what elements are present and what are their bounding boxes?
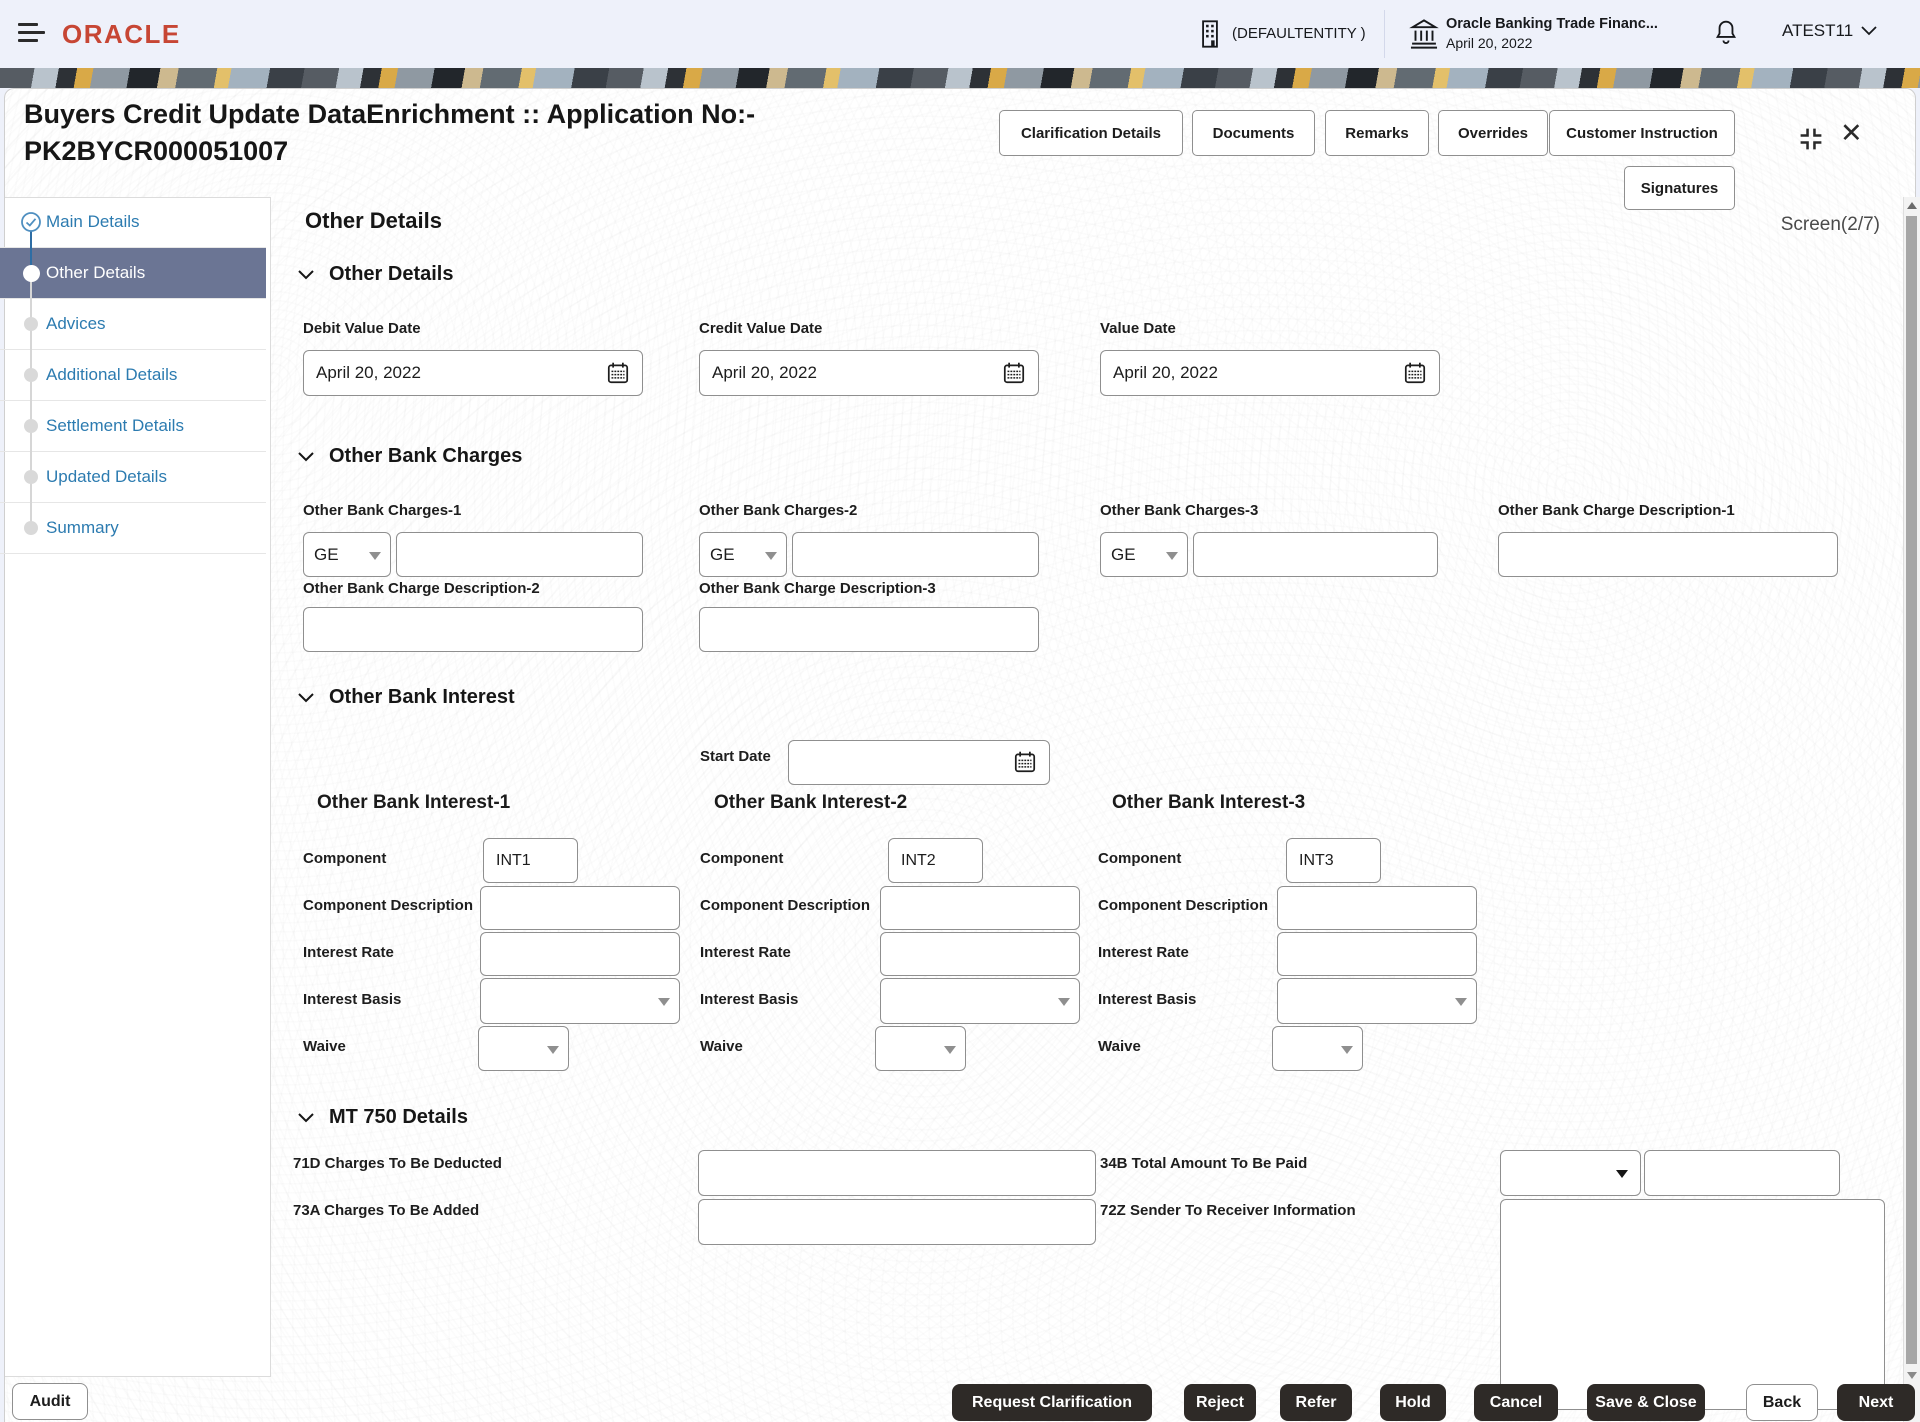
section-title: Other Bank Interest [329, 686, 515, 708]
step-active-bullet [23, 265, 40, 282]
currency-value: GE [1111, 544, 1136, 564]
interest-2-component-input[interactable] [888, 838, 983, 883]
close-window-icon[interactable]: ✕ [1840, 118, 1863, 148]
top-bar [0, 0, 1920, 68]
scrollbar-down-arrow[interactable] [1907, 1372, 1917, 1379]
calendar-icon[interactable] [1001, 360, 1027, 386]
section-other-bank-charges[interactable] [298, 445, 522, 468]
interest-rate-label: Interest Rate [1098, 944, 1189, 961]
page-title: Other Details [305, 208, 442, 233]
interest-2-heading: Other Bank Interest-2 [714, 792, 908, 813]
charge-2-amount-input[interactable] [792, 532, 1039, 577]
step-todo-bullet [24, 317, 38, 331]
interest-rate-label: Interest Rate [303, 944, 394, 961]
section-title: MT 750 Details [329, 1106, 468, 1128]
interest-3-rate-input[interactable] [1277, 932, 1477, 976]
interest-1-waive-select[interactable] [478, 1026, 569, 1071]
interest-basis-label: Interest Basis [303, 991, 402, 1008]
section-mt750-details[interactable] [298, 1106, 468, 1129]
reject-button[interactable]: Reject [1184, 1384, 1256, 1421]
cancel-button[interactable]: Cancel [1474, 1384, 1558, 1421]
sidebar-item-label: Summary [46, 518, 119, 537]
window-title-line2: PK2BYCR000051007 [24, 136, 289, 166]
start-date-input[interactable] [788, 740, 1050, 785]
section-other-details[interactable] [298, 263, 453, 286]
charge-1-amount-input[interactable] [396, 532, 643, 577]
charge-description-2-input[interactable] [303, 607, 643, 652]
sidebar-item-label: Main Details [46, 212, 140, 231]
component-label: Component [303, 850, 387, 867]
component-description-label: Component Description [1098, 897, 1269, 914]
vertical-scrollbar-thumb[interactable] [1906, 216, 1917, 1364]
interest-1-component-input[interactable] [483, 838, 578, 883]
section-chevron-icon [298, 1113, 314, 1123]
refer-button[interactable]: Refer [1280, 1384, 1352, 1421]
documents-button[interactable]: Documents [1192, 110, 1315, 156]
charge-2-currency-select[interactable] [699, 532, 787, 577]
component-label: Component [1098, 850, 1182, 867]
sidebar-item-summary[interactable] [0, 503, 266, 554]
interest-1-description-input[interactable] [480, 886, 680, 930]
credit-value-date-label: Credit Value Date [699, 320, 823, 337]
sidebar-item-label: Additional Details [46, 365, 178, 384]
charge-description-1-input[interactable] [1498, 532, 1838, 577]
credit-value-date-input[interactable] [699, 350, 1039, 396]
screen-indicator: Screen(2/7) [1780, 214, 1880, 235]
mt750-72z-label: 72Z Sender To Receiver Information [1100, 1202, 1356, 1219]
request-clarification-button[interactable]: Request Clarification [952, 1384, 1152, 1421]
user-menu[interactable] [1782, 21, 1877, 41]
interest-2-basis-select[interactable] [880, 978, 1080, 1024]
step-todo-bullet [24, 470, 38, 484]
mt750-71d-label: 71D Charges To Be Deducted [293, 1155, 502, 1172]
mt750-34b-label: 34B Total Amount To Be Paid [1100, 1155, 1308, 1172]
interest-2-waive-select[interactable] [875, 1026, 966, 1071]
section-chevron-icon [298, 693, 314, 703]
sidebar-item-label: Other Details [46, 263, 146, 282]
hamburger-menu-icon[interactable] [18, 23, 48, 45]
start-date-label: Start Date [700, 748, 771, 765]
other-bank-charge-description-2-label: Other Bank Charge Description-2 [303, 580, 540, 597]
interest-3-description-input[interactable] [1277, 886, 1477, 930]
back-button[interactable]: Back [1746, 1384, 1818, 1421]
remarks-button[interactable]: Remarks [1325, 110, 1429, 156]
step-todo-bullet [24, 368, 38, 382]
section-chevron-icon [298, 270, 314, 280]
audit-button[interactable]: Audit [12, 1383, 88, 1420]
waive-label: Waive [700, 1038, 743, 1055]
sidebar-item-label: Advices [46, 314, 106, 333]
interest-1-heading: Other Bank Interest-1 [317, 792, 511, 813]
overrides-button[interactable]: Overrides [1438, 110, 1548, 156]
entity-building-icon [1196, 19, 1224, 49]
mt750-72z-textarea[interactable] [1500, 1199, 1885, 1410]
charge-3-amount-input[interactable] [1193, 532, 1438, 577]
section-title: Other Bank Charges [329, 445, 523, 467]
step-todo-bullet [24, 419, 38, 433]
interest-3-component-input[interactable] [1286, 838, 1381, 883]
component-description-label: Component Description [700, 897, 871, 914]
other-bank-charges-3-label: Other Bank Charges-3 [1100, 502, 1259, 519]
interest-3-waive-select[interactable] [1272, 1026, 1363, 1071]
hold-button[interactable]: Hold [1380, 1384, 1446, 1421]
oracle-logo: ORACLE [62, 19, 181, 49]
charge-3-currency-select[interactable] [1100, 532, 1188, 577]
currency-value: GE [710, 544, 735, 564]
waive-label: Waive [303, 1038, 346, 1055]
other-bank-charges-1-label: Other Bank Charges-1 [303, 502, 462, 519]
charge-description-3-input[interactable] [699, 607, 1039, 652]
interest-rate-label: Interest Rate [700, 944, 791, 961]
bank-icon [1408, 17, 1440, 51]
mt750-73a-textarea[interactable] [698, 1199, 1096, 1245]
collapse-window-icon[interactable] [1796, 124, 1826, 154]
section-title: Other Details [329, 263, 454, 285]
interest-2-rate-input[interactable] [880, 932, 1080, 976]
component-label: Component [700, 850, 784, 867]
app-switcher [1446, 15, 1658, 53]
signatures-button[interactable]: Signatures [1624, 166, 1735, 210]
notifications-bell-icon[interactable] [1712, 18, 1740, 48]
waive-label: Waive [1098, 1038, 1141, 1055]
app-date: April 20, 2022 [1446, 35, 1533, 51]
sidebar-item-additional-details[interactable] [0, 350, 266, 401]
calendar-icon[interactable] [605, 360, 631, 386]
charge-1-currency-select[interactable] [303, 532, 391, 577]
other-bank-charge-description-1-label: Other Bank Charge Description-1 [1498, 502, 1735, 519]
chevron-down-icon [1861, 26, 1877, 36]
sidebar-item-label: Settlement Details [46, 416, 184, 435]
step-todo-bullet [24, 521, 38, 535]
decorative-banner [0, 68, 1920, 88]
username: ATEST11 [1782, 21, 1854, 40]
other-bank-charges-2-label: Other Bank Charges-2 [699, 502, 858, 519]
interest-3-basis-select[interactable] [1277, 978, 1477, 1024]
debit-value-date-input[interactable] [303, 350, 643, 396]
clarification-details-button[interactable]: Clarification Details [999, 110, 1183, 156]
interest-1-basis-select[interactable] [480, 978, 680, 1024]
sidebar-item-advices[interactable] [0, 299, 266, 350]
window-title [24, 96, 844, 170]
value-date-input[interactable] [1100, 350, 1440, 396]
interest-basis-label: Interest Basis [700, 991, 799, 1008]
scrollbar-up-arrow[interactable] [1907, 202, 1917, 209]
section-other-bank-interest[interactable] [298, 686, 515, 709]
section-chevron-icon [298, 452, 314, 462]
mt750-73a-label: 73A Charges To Be Added [293, 1202, 480, 1219]
sidebar-item-label: Updated Details [46, 467, 167, 486]
interest-1-rate-input[interactable] [480, 932, 680, 976]
app-name: Oracle Banking Trade Financ... [1446, 16, 1658, 32]
step-done-check-icon [20, 211, 42, 233]
interest-2-description-input[interactable] [880, 886, 1080, 930]
interest-basis-label: Interest Basis [1098, 991, 1197, 1008]
topbar-divider [1384, 10, 1385, 58]
window-title-line1: Buyers Credit Update DataEnrichment :: Application No:- [24, 99, 756, 129]
next-button[interactable]: Next [1837, 1384, 1915, 1421]
mt750-34b-currency-select[interactable] [1500, 1150, 1641, 1196]
save-and-close-button[interactable]: Save & Close [1587, 1384, 1705, 1421]
interest-3-heading: Other Bank Interest-3 [1112, 792, 1306, 813]
component-description-label: Component Description [303, 897, 474, 914]
customer-instruction-button[interactable]: Customer Instruction [1549, 110, 1735, 156]
value-date-label: Value Date [1100, 320, 1176, 337]
mt750-71d-textarea[interactable] [698, 1150, 1096, 1196]
debit-value-date-label: Debit Value Date [303, 320, 421, 337]
calendar-icon[interactable] [1402, 360, 1428, 386]
currency-value: GE [314, 544, 339, 564]
sidebar-item-settlement-details[interactable] [0, 401, 266, 452]
mt750-34b-amount-input[interactable] [1644, 1150, 1840, 1196]
sidebar-item-updated-details[interactable] [0, 452, 266, 503]
other-bank-charge-description-3-label: Other Bank Charge Description-3 [699, 580, 936, 597]
entity-label: (DEFAULTENTITY ) [1232, 25, 1366, 42]
calendar-icon[interactable] [1012, 749, 1038, 775]
